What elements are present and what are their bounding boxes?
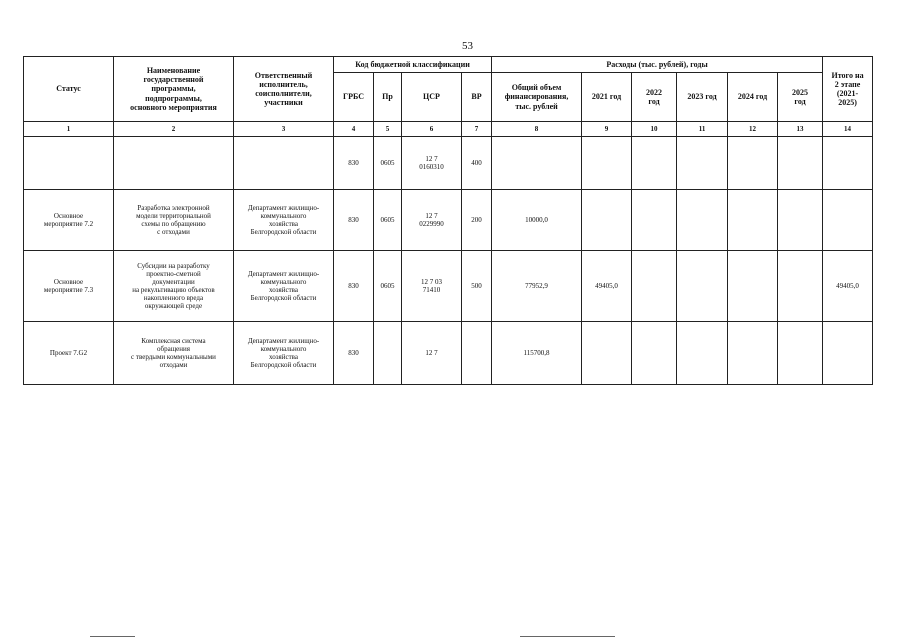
text-line: Основное <box>53 211 84 220</box>
header-2021: 2021 год <box>582 73 632 122</box>
text-line: Комплексная система <box>141 336 206 345</box>
cell-total-volume: 115700,8 <box>492 322 582 385</box>
cell-status <box>24 322 114 385</box>
footer-rule-right <box>520 636 615 637</box>
text-line: хозяйства <box>269 286 298 294</box>
text-line: Департамент жилищно- <box>247 269 320 278</box>
header-total <box>823 57 873 122</box>
cell-csr <box>402 322 462 385</box>
text-line: Департамент жилищно- <box>247 203 320 212</box>
cell-executor <box>234 322 334 385</box>
text-line: схемы по обращению <box>141 220 206 228</box>
cell-2022 <box>632 190 677 251</box>
column-number: 11 <box>677 122 728 137</box>
header-expenses: Расходы (тыс. рублей), годы <box>492 57 823 73</box>
cell-status <box>24 190 114 251</box>
column-number: 4 <box>334 122 374 137</box>
text-line: Проект 7.G2 <box>49 348 88 357</box>
cell-pr: 0605 <box>374 137 402 190</box>
text-line: Белгородской области <box>250 361 317 370</box>
cell-2023 <box>677 322 728 385</box>
column-number: 13 <box>778 122 823 137</box>
text-line: коммунального <box>260 211 307 220</box>
cell-grbs: 830 <box>334 137 374 190</box>
text-line: Основное <box>53 277 84 286</box>
header-name <box>114 57 234 122</box>
cell-executor <box>234 190 334 251</box>
cell-2021 <box>582 137 632 190</box>
text-line: год <box>794 97 806 106</box>
cell-2024 <box>728 251 778 322</box>
text-line: Разработка электронной <box>137 203 210 212</box>
header-2022 <box>632 73 677 122</box>
cell-total-volume: 77952,9 <box>492 251 582 322</box>
cell-total-volume <box>492 137 582 190</box>
header-2024: 2024 год <box>728 73 778 122</box>
text-line: Ответственный <box>254 70 313 80</box>
text-line: 12 7 <box>425 154 438 163</box>
cell-2024 <box>728 137 778 190</box>
header-budget-code: Код бюджетной классификации <box>334 57 492 73</box>
cell-2025 <box>778 251 823 322</box>
text-line: мероприятие 7.3 <box>43 286 94 294</box>
column-numbers-row <box>24 122 873 137</box>
header-executor <box>234 57 334 122</box>
cell-executor <box>234 251 334 322</box>
text-line: с твердыми коммунальными <box>131 353 216 361</box>
cell-name <box>114 190 234 251</box>
text-line: (2021- <box>836 89 859 98</box>
column-number: 5 <box>374 122 402 137</box>
cell-2025 <box>778 322 823 385</box>
cell-total: 49405,0 <box>823 251 873 322</box>
cell-2025 <box>778 137 823 190</box>
column-number: 9 <box>582 122 632 137</box>
text-line: Итого на <box>831 70 864 80</box>
header-status: Статус <box>24 57 114 122</box>
text-line: накопленного вреда <box>143 294 204 303</box>
cell-2023 <box>677 251 728 322</box>
table-row <box>24 322 873 385</box>
column-number: 7 <box>462 122 492 137</box>
cell-csr <box>402 190 462 251</box>
text-line: Общий объем <box>511 83 562 93</box>
column-number: 6 <box>402 122 462 137</box>
text-line: обращения <box>157 344 190 353</box>
cell-2023 <box>677 190 728 251</box>
text-line: соисполнители, <box>255 89 312 98</box>
text-line: проектно-сметной <box>146 269 201 278</box>
cell-2021 <box>582 322 632 385</box>
cell-vr <box>462 322 492 385</box>
cell-vr: 500 <box>462 251 492 322</box>
text-line: 12 7 <box>425 348 438 357</box>
text-line: Наименование <box>146 66 201 76</box>
cell-total <box>823 322 873 385</box>
cell-status <box>24 251 114 322</box>
text-line: окружающей среде <box>144 302 203 311</box>
cell-grbs: 830 <box>334 322 374 385</box>
text-line: мероприятие 7.2 <box>43 220 94 228</box>
cell-pr <box>374 322 402 385</box>
footer-rule-left <box>90 636 135 637</box>
cell-2021: 49405,0 <box>582 251 632 322</box>
cell-vr: 200 <box>462 190 492 251</box>
cell-2021 <box>582 190 632 251</box>
text-line: хозяйства <box>269 353 298 361</box>
text-line: 0160310 <box>419 163 444 171</box>
cell-total-volume: 10000,0 <box>492 190 582 251</box>
cell-pr: 0605 <box>374 251 402 322</box>
text-line: 71410 <box>422 286 441 294</box>
cell-2022 <box>632 251 677 322</box>
text-line: 0229990 <box>419 220 444 228</box>
header-row-top <box>24 57 873 73</box>
header-vr: ВР <box>462 73 492 122</box>
text-line: Белгородской области <box>250 228 317 237</box>
text-line: тыс. рублей <box>515 101 558 111</box>
text-line: на рекультивацию объектов <box>132 286 215 294</box>
cell-2023 <box>677 137 728 190</box>
budget-table <box>23 56 873 385</box>
cell-executor <box>234 137 334 190</box>
text-line: модели территориальной <box>136 211 211 220</box>
cell-pr: 0605 <box>374 190 402 251</box>
cell-vr: 400 <box>462 137 492 190</box>
cell-total <box>823 137 873 190</box>
header-total-volume <box>492 73 582 122</box>
cell-name <box>114 322 234 385</box>
text-line: 2 этапе <box>834 79 861 89</box>
text-line: финансирования, <box>504 92 569 102</box>
table-row <box>24 251 873 322</box>
column-number: 2 <box>114 122 234 137</box>
text-line: 12 7 <box>425 211 438 220</box>
header-grbs: ГРБС <box>334 73 374 122</box>
text-line: год <box>648 97 660 106</box>
cell-grbs: 830 <box>334 251 374 322</box>
text-line: 2022 <box>646 87 663 97</box>
text-line: коммунального <box>260 344 307 353</box>
table-row <box>24 190 873 251</box>
text-line: 12 7 03 <box>421 277 442 286</box>
column-number: 10 <box>632 122 677 137</box>
cell-total <box>823 190 873 251</box>
text-line: государственной <box>143 75 204 85</box>
cell-csr <box>402 251 462 322</box>
table-row <box>24 137 873 190</box>
cell-csr <box>402 137 462 190</box>
header-csr: ЦСР <box>402 73 462 122</box>
header-pr: Пр <box>374 73 402 122</box>
text-line: исполнитель, <box>259 79 308 89</box>
text-line: Департамент жилищно- <box>247 336 320 345</box>
column-number: 1 <box>24 122 114 137</box>
header-2023: 2023 год <box>677 73 728 122</box>
column-number: 8 <box>492 122 582 137</box>
text-line: коммунального <box>260 277 307 286</box>
header-2025 <box>778 73 823 122</box>
text-line: подпрограммы, <box>145 93 202 103</box>
text-line: отходами <box>159 361 188 370</box>
text-line: программы, <box>151 84 196 94</box>
column-number: 14 <box>823 122 873 137</box>
cell-grbs: 830 <box>334 190 374 251</box>
cell-2024 <box>728 190 778 251</box>
text-line: Субсидии на разработку <box>137 261 210 270</box>
column-number: 12 <box>728 122 778 137</box>
cell-name <box>114 251 234 322</box>
text-line: документации <box>152 277 195 286</box>
text-line: Белгородской области <box>250 294 317 303</box>
column-number: 3 <box>234 122 334 137</box>
cell-status <box>24 137 114 190</box>
cell-2022 <box>632 322 677 385</box>
text-line: 2025) <box>838 98 857 108</box>
text-line: основного мероприятия <box>130 102 217 112</box>
text-line: с отходами <box>157 228 190 237</box>
cell-name <box>114 137 234 190</box>
page-number: 53 <box>462 40 473 52</box>
text-line: 2025 <box>792 87 809 97</box>
text-line: участники <box>264 98 303 108</box>
cell-2025 <box>778 190 823 251</box>
cell-2022 <box>632 137 677 190</box>
cell-2024 <box>728 322 778 385</box>
text-line: хозяйства <box>269 220 298 228</box>
